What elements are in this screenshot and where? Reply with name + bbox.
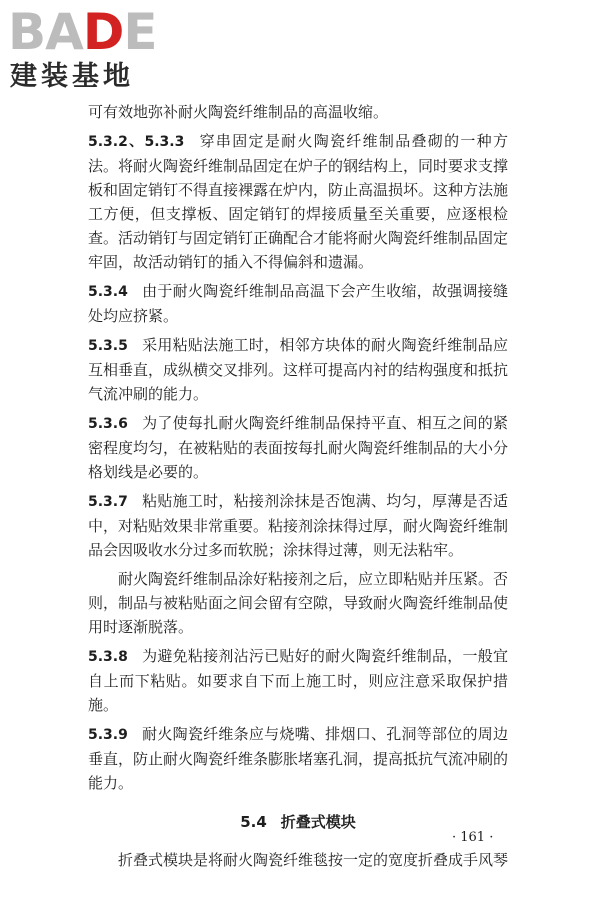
page-body: [88, 100, 508, 877]
clause-5-3-8: 5.3.8 为避免粘接剂沾污已贴好的耐火陶瓷纤维制品，一般宜自上而下粘贴。如要求自下而上施工时，则应注意采取保护措施。: [88, 647, 508, 714]
clause-number: 5.3.8: [88, 649, 128, 665]
clause-5-3-9: 5.3.9 耐火陶瓷纤维条应与烧嘴、排烟口、孔洞等部位的周边垂直，防止耐火陶瓷纤维条膨胀堵塞孔洞，提高抵抗气流冲刷的能力。: [88, 725, 509, 792]
clause-5-3-7: 5.3.7 粘贴施工时，粘接剂涂抹是否饱满、均匀，厚薄是否适中，对粘贴效果非常重要。粘接剂涂抹得过厚，耐火陶瓷纤维制品会因吸收水分过多而软脱；涂抹得过薄，则无法粘牢。: [88, 492, 509, 559]
page-number: · 161 ·: [452, 830, 494, 845]
brand-logo: [8, 3, 178, 96]
clause-number: 5.3.7: [88, 494, 128, 510]
section-title: 折叠式模块: [280, 813, 356, 831]
section-number: 5.4: [240, 813, 267, 831]
clause-5-3-2: 5.3.2、5.3.3 穿串固定是耐火陶瓷纤维制品叠砌的一种方法。将耐火陶瓷纤维制品固定在炉子的钢结构上，同时要求支撑板和固定销钉不得直接裸露在炉内，防止高温损坏。这种方法施工方便，但支撑板、固定销钉的焊接质量至关重要，应逐根检查。活动销钉与固定销钉正确配合才能将耐火陶瓷纤维制品固定牢固，故活动销钉的插入不得偏斜和遗漏。: [88, 132, 509, 271]
clause-5-3-5: 5.3.5 采用粘贴法施工时，相邻方块体的耐火陶瓷纤维制品应互相垂直，成纵横交叉排列。这样可提高内衬的结构强度和抵抗气流冲刷的能力。: [88, 336, 509, 403]
paragraph: 可有效地弥补耐火陶瓷纤维制品的高温收缩。: [88, 103, 389, 121]
clause-5-3-4: 5.3.4 由于耐火陶瓷纤维制品高温下会产生收缩，故强调接缝处均应挤紧。: [88, 282, 508, 325]
clause-number: 5.3.9: [88, 727, 128, 743]
logo-wordmark: BADE: [8, 3, 157, 61]
clause-number: 5.3.2、5.3.3: [88, 134, 185, 150]
clause-5-3-6: 5.3.6 为了使每扎耐火陶瓷纤维制品保持平直、相互之间的紧密程度均匀，在被粘贴的表面按每扎耐火陶瓷纤维制品的大小分格划线是必要的。: [88, 414, 509, 481]
paragraph: 耐火陶瓷纤维制品涂好粘接剂之后，应立即粘贴并压紧。否则，制品与被粘贴面之间会留有空隙，导致耐火陶瓷纤维制品使用时逐渐脱落。: [88, 570, 509, 636]
clause-number: 5.3.4: [88, 284, 128, 300]
clause-number: 5.3.5: [88, 338, 128, 354]
clause-number: 5.3.6: [88, 416, 128, 432]
section-heading: [88, 811, 508, 832]
logo-subtitle: 建装基地: [10, 61, 134, 92]
paragraph: 折叠式模块是将耐火陶瓷纤维毯按一定的宽度折叠成手风琴: [118, 851, 509, 869]
